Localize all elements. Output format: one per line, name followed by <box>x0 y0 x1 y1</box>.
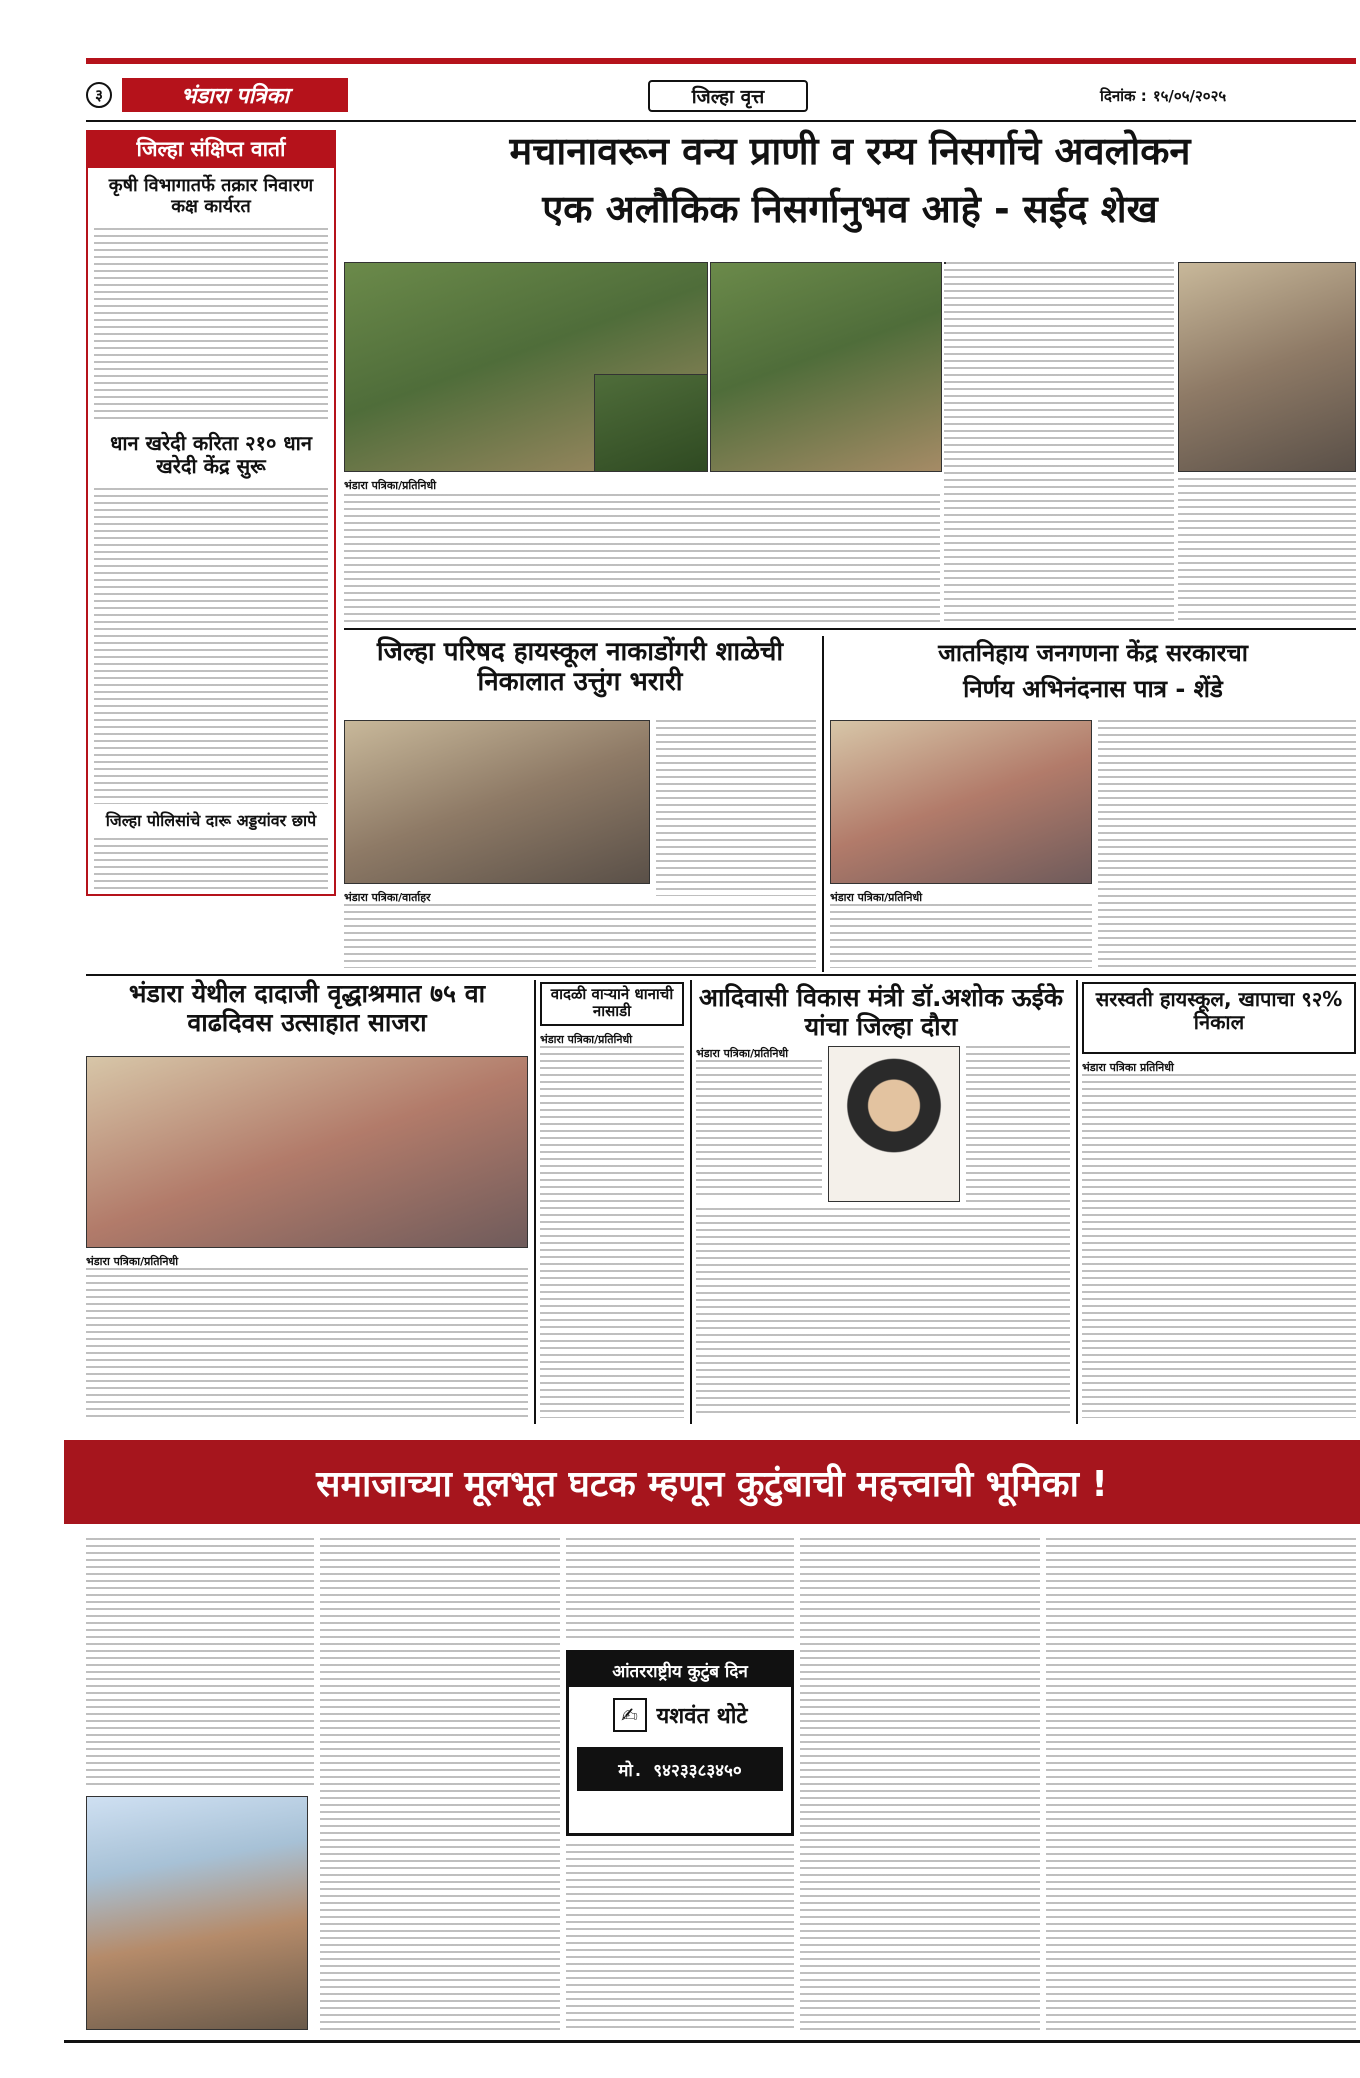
brief-headline-3: जिल्हा पोलिसांचे दारू अड्डयांवर छापे <box>105 811 317 830</box>
minister-byline: भंडारा पत्रिका/प्रतिनिधी <box>696 1047 789 1060</box>
feature-body-col4 <box>800 1538 1040 2030</box>
school-census-divider <box>822 636 824 972</box>
lead-divider <box>344 628 1356 630</box>
census-headline-line2: निर्णय अभिनंदनास पात्र - शेंडे <box>963 675 1223 703</box>
feature-body-col3-bottom <box>566 1844 794 2030</box>
issue-date <box>1100 82 1352 110</box>
lead-body-col1 <box>344 494 940 622</box>
minister-divider <box>1076 980 1078 1424</box>
brief-body-1 <box>94 228 328 424</box>
page-number: ३ <box>86 82 112 108</box>
family-photo <box>86 1796 308 2030</box>
feature-body-col5 <box>1046 1538 1356 2030</box>
feature-body-col1-top <box>86 1538 314 1788</box>
storm-headline: वादळी वाऱ्याने धानाची नासाडी <box>550 985 674 1021</box>
census-body-col2 <box>1098 720 1356 968</box>
lead-headline-line2: एक अलौकिक निसर्गानुभव आहे - सईद शेख <box>542 187 1158 231</box>
bird-photo <box>594 374 708 472</box>
saraswati-body <box>1082 1074 1356 1418</box>
school-body-col3 <box>656 720 816 896</box>
date-label: दिनांक : <box>1100 87 1147 105</box>
ashram-photo <box>86 1056 528 1248</box>
masthead-rule <box>86 58 1356 64</box>
census-body <box>830 904 1092 968</box>
minister-headline: आदिवासी विकास मंत्री डॉ.अशोक ऊईके यांचा जिल्हा दौरा <box>698 983 1064 1041</box>
paper-name: भंडारा पत्रिका <box>122 78 348 112</box>
family-column-title: आंतरराष्ट्रीय कुटुंब दिन <box>569 1653 791 1687</box>
minister-body-col1 <box>696 1060 822 1200</box>
census-byline: भंडारा पत्रिका/प्रतिनिधी <box>830 891 923 904</box>
brief-body-3 <box>94 838 328 890</box>
brief-headline-2: धान खरेदी करिता २१० धान खरेदी केंद्र सुरू <box>110 431 312 478</box>
feature-body-col3-top <box>566 1538 794 1642</box>
date-value: १५/०५/२०२५ <box>1152 87 1227 105</box>
storm-body <box>540 1046 684 1418</box>
minister-body-lower <box>696 1208 1070 1418</box>
brief-body-2 <box>94 488 328 804</box>
school-byline: भंडारा पत्रिका/वार्ताहर <box>344 891 431 904</box>
pen-icon: ✍ <box>613 1698 647 1732</box>
storm-divider <box>690 980 692 1424</box>
ashram-body <box>86 1268 528 1418</box>
census-headline-line1: जातनिहाय जनगणना केंद्र सरकारचा <box>938 639 1248 667</box>
canopy-photo <box>710 262 942 472</box>
mid-divider <box>86 974 1356 976</box>
school-headline: जिल्हा परिषद हायस्कूल नाकाडोंगरी शाळेची निकालात उत्तुंग भरारी <box>376 637 784 697</box>
family-column-box <box>566 1650 794 1836</box>
brief-title: जिल्हा संक्षिप्त वार्ता <box>86 130 336 168</box>
feature-body-col2 <box>320 1538 560 2030</box>
bottom-rule <box>64 2040 1360 2043</box>
family-column-phone: मो. ९४२३३८३४५० <box>577 1747 783 1791</box>
census-photo <box>830 720 1092 884</box>
storm-byline: भंडारा पत्रिका/प्रतिनिधी <box>540 1033 633 1046</box>
family-column-author: यशवंत थोटे <box>656 1704 748 1729</box>
ashram-headline: भंडारा येथील दादाजी वृद्धाश्रमात ७५ वा वाढदिवस उत्साहात साजरा <box>128 979 486 1037</box>
brief-headline-1: कृषी विभागातर्फे तक्रार निवारण कक्ष कार्यरत <box>108 175 314 217</box>
lead-headline-line1: मचानावरून वन्य प्राणी व रम्य निसर्गाचे अवलोकन <box>509 129 1191 173</box>
school-body <box>344 904 816 968</box>
lead-body-col3 <box>944 262 1174 622</box>
lead-byline: भंडारा पत्रिका/प्रतिनिधी <box>344 479 437 492</box>
ashram-divider <box>534 980 536 1424</box>
minister-portrait <box>828 1046 960 1202</box>
ashram-byline: भंडारा पत्रिका/प्रतिनिधी <box>86 1255 179 1268</box>
feature-banner: समाजाच्या मूलभूत घटक म्हणून कुटुंबाची महत्त्वाची भूमिका ! <box>64 1440 1360 1524</box>
family-column-author-row <box>569 1687 791 1743</box>
saraswati-headline: सरस्वती हायस्कूल, खापाचा ९२% निकाल <box>1095 987 1343 1034</box>
header-divider <box>86 120 1356 122</box>
school-photo <box>344 720 650 884</box>
section-name: जिल्हा वृत्त <box>648 80 808 112</box>
unused-2 <box>944 262 946 264</box>
minister-body-col2 <box>966 1046 1070 1202</box>
saraswati-byline: भंडारा पत्रिका प्रतिनिधी <box>1082 1061 1174 1074</box>
lead-body-col4 <box>1178 478 1356 622</box>
group-photo-2 <box>1178 262 1356 472</box>
